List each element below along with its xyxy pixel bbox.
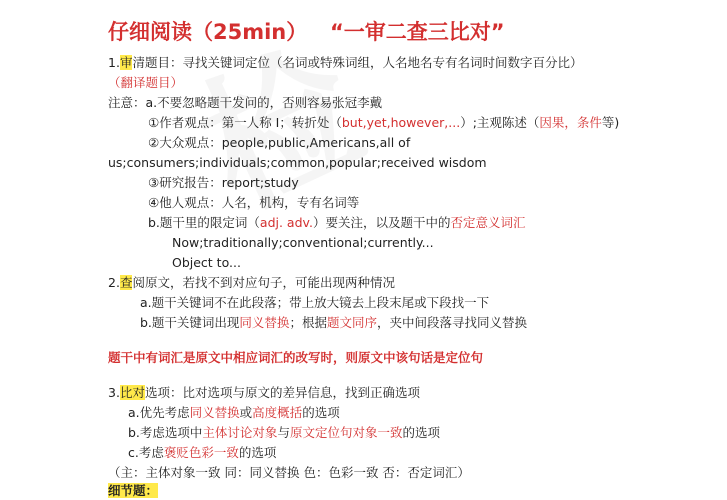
- step1-sub: （翻译题目）: [108, 75, 184, 90]
- page-subtitle: “一审二查三比对”: [330, 20, 505, 44]
- note-a: 注意：a.不要忽略题干发问的，否则容易张冠李戴: [108, 95, 383, 110]
- step3-b: b.考虑选项中主体讨论对象与原文定位句对象一致的选项: [128, 425, 440, 440]
- step2-b: b.题干关键词出现同义替换；根据题文同序，夹中间段落寻找同义替换: [140, 315, 527, 330]
- note-item4: ④他人观点：人名，机构，专有名词等: [148, 195, 360, 210]
- note-item3: ③研究报告：report;study: [148, 175, 299, 190]
- step3-a: a.优先考虑同义替换或高度概括的选项: [128, 405, 340, 420]
- step3-line: 3.比对选项：比对选项与原文的差异信息，找到正确选项: [108, 385, 420, 400]
- step2-line: 2.查阅原文，若找不到对应句子，可能出现两种情况: [108, 275, 395, 290]
- detail-label: 细节题：: [108, 483, 159, 498]
- note-b3: Object to...: [172, 255, 241, 270]
- note-b2: Now;traditionally;conventional;currently...: [172, 235, 434, 250]
- legend: （主：主体对象一致 同：同义替换 色：色彩一致 否：否定词汇）: [108, 465, 470, 480]
- step2-a: a.题干关键词不在此段落；带上放大镜去上段末尾或下段找一下: [140, 295, 490, 310]
- step1-highlight: 审: [119, 55, 133, 70]
- note-item2b: us;consumers;individuals;common,popular;received wisdom: [108, 155, 487, 170]
- key-sentence: 题干中有词汇是原文中相应词汇的改写时，则原文中该句话是定位句: [108, 350, 484, 365]
- step3-c: c.考虑褒贬色彩一致的选项: [128, 445, 277, 460]
- note-b: b.题干里的限定词（adj. adv.）要关注，以及题干中的否定意义词汇: [148, 215, 526, 230]
- note-item2: ②大众观点：people,public,Americans,all of: [148, 135, 411, 150]
- step1-line: 1.审清题目：寻找关键词定位（名词或特殊词组，人名地名专有名词时间数字百分比）: [108, 55, 583, 70]
- note-item1: ①作者观点：第一人称 I；转折处（but,yet,however,...）;主观陈述（因果，条件等): [148, 115, 620, 130]
- page-title: 仔细阅读（25min）: [108, 20, 308, 44]
